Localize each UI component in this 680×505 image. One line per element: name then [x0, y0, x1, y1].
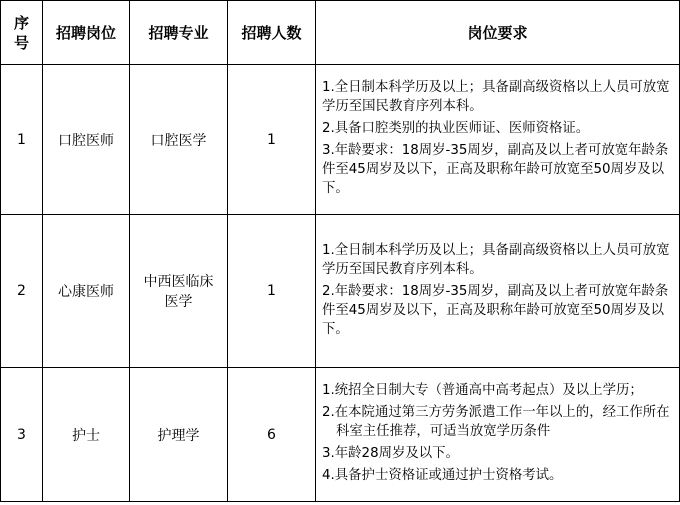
requirement-item: 1.全日制本科学历及以上；具备副高级资格以上人员可放宽学历至国民教育序列本科。 — [322, 80, 670, 114]
row-seq: 1 — [1, 65, 43, 215]
row-major — [130, 215, 228, 368]
requirement-item: 1.统招全日制大专（普通高中高考起点）及以上学历； — [322, 383, 643, 398]
header-seq-line2: 号 — [13, 33, 29, 52]
row-requirements — [316, 368, 680, 502]
header-major: 招聘专业 — [130, 1, 228, 65]
row-major-line1: 口腔医学 — [150, 132, 207, 149]
requirement-item: 3.年龄要求：18周岁-35周岁，副高及以上者可放宽年龄条件至45周岁及以下，正高及职称年龄可放宽至50周岁及以下。 — [322, 143, 669, 196]
row-major-line1: 中西医临床 — [143, 274, 214, 290]
row-requirements — [316, 215, 680, 368]
header-position: 招聘岗位 — [43, 1, 130, 65]
row-seq: 2 — [1, 215, 43, 368]
row-major-line1: 护理学 — [157, 427, 200, 444]
requirement-item: 2.具备口腔类别的执业医师证、医师资格证。 — [322, 121, 590, 136]
header-seq — [1, 1, 43, 65]
table-row — [1, 65, 680, 215]
row-position: 护士 — [43, 368, 130, 502]
row-major-line2: 医学 — [164, 294, 193, 310]
requirement-item: 2.在本院通过第三方劳务派遣工作一年以上的，经工作所在科室主任推荐，可适当放宽学历条件 — [322, 405, 670, 439]
row-position: 心康医师 — [43, 215, 130, 368]
header-count: 招聘人数 — [228, 1, 316, 65]
requirement-item: 3.年龄28周岁及以下。 — [322, 446, 459, 461]
requirement-item: 1.全日制本科学历及以上；具备副高级资格以上人员可放宽学历至国民教育序列本科。 — [322, 242, 670, 277]
requirement-item: 4.具备护士资格证或通过护士资格考试。 — [322, 468, 563, 483]
header-seq-line1: 序 — [13, 13, 29, 32]
row-count: 1 — [228, 215, 316, 368]
row-major — [130, 65, 228, 215]
row-seq: 3 — [1, 368, 43, 502]
row-position: 口腔医师 — [43, 65, 130, 215]
header-row — [1, 1, 680, 65]
header-requirements: 岗位要求 — [316, 1, 680, 65]
requirement-item: 2.年龄要求：18周岁-35周岁，副高及以上者可放宽年龄条件至45周岁及以下，正高及职称年龄可放宽至50周岁及以下。 — [322, 283, 669, 337]
row-count: 1 — [228, 65, 316, 215]
table-row — [1, 215, 680, 368]
row-major — [130, 368, 228, 502]
row-requirements — [316, 65, 680, 215]
table-row — [1, 368, 680, 502]
row-count: 6 — [228, 368, 316, 502]
